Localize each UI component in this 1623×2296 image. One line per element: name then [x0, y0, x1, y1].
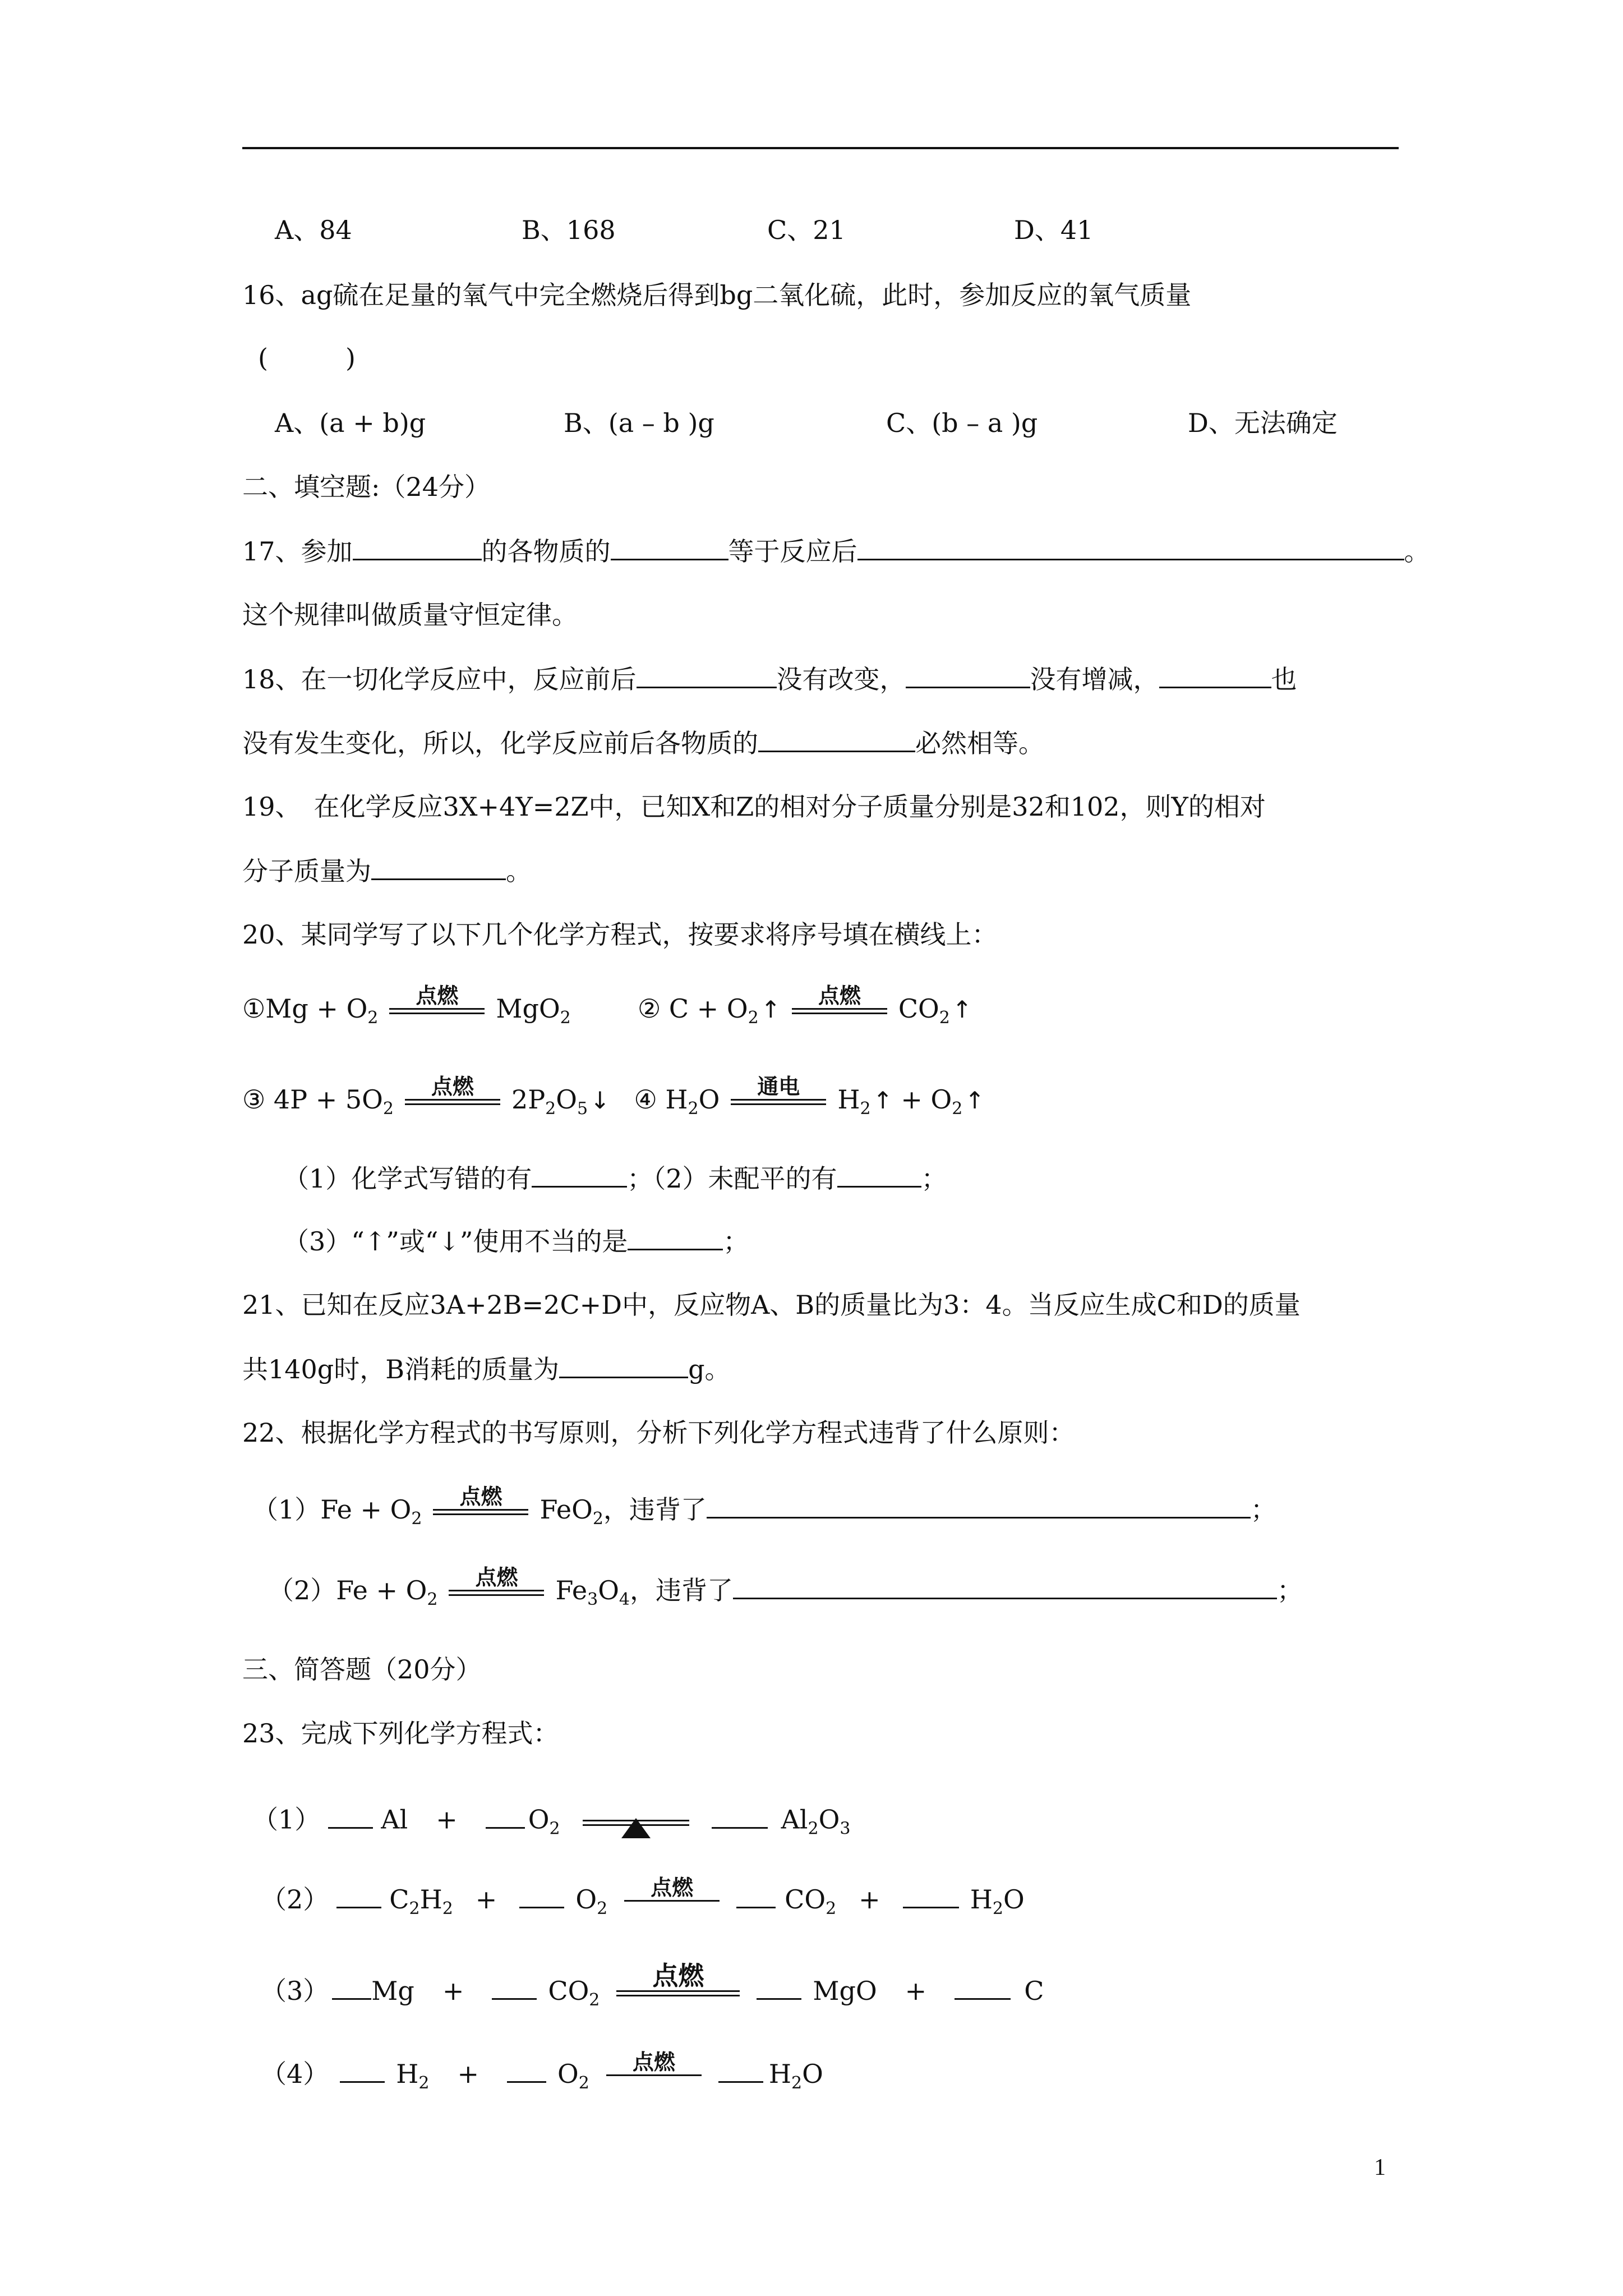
q23-row-4 [261, 2050, 823, 2093]
q23-r2-blank-3[interactable] [736, 1882, 776, 1908]
q23-r4-blank-1[interactable] [340, 2056, 385, 2083]
eq4-right: H [837, 1084, 860, 1115]
q19-line2 [242, 854, 532, 888]
q23-r1-al2: Al [781, 1804, 808, 1835]
q22-e1-cond-label: 点燃 [459, 1484, 502, 1509]
eq4-condition [731, 1074, 826, 1105]
q22-item-1 [252, 1484, 1276, 1529]
q17-blank-3[interactable] [857, 534, 1404, 560]
q16-option-a: A、(a + b)g [275, 408, 426, 438]
q23-r1-o2: O [818, 1804, 840, 1835]
q19-text-1: 分子质量为 [242, 856, 371, 886]
q22-e1-right: FeO [540, 1494, 593, 1525]
eq4-up-arrow-2: ↑ [965, 1087, 985, 1114]
q22-e2-right: Fe [555, 1575, 588, 1605]
q20-equations-row-1 [242, 983, 972, 1028]
q20-blank-1[interactable] [532, 1161, 627, 1188]
q22-stem: 22、根据化学方程式的书写原则，分析下列化学方程式违背了什么原则： [242, 1418, 1075, 1448]
q23-r1-al: Al [381, 1804, 408, 1835]
eq2-up-arrow: ↑ [760, 996, 781, 1023]
q23-r2-co-sub: 2 [826, 1899, 837, 1918]
q20-blank-3[interactable] [628, 1224, 723, 1250]
q23-r2-condition [624, 1875, 720, 1903]
eq3-down-arrow: ↓ [590, 1087, 610, 1114]
q16-paren: ( ) [258, 343, 356, 373]
q23-r2-o-sub: 2 [597, 1899, 608, 1918]
q23-r2-co: CO [785, 1884, 826, 1915]
eq2-right: CO [898, 993, 939, 1024]
q19-blank[interactable] [371, 854, 506, 880]
q23-r1-blank-3[interactable] [712, 1802, 768, 1829]
q23-r1-o2-sub: 3 [840, 1819, 851, 1839]
eq4-right-sub-2: 2 [952, 1099, 963, 1119]
q23-r2-o2: O [1003, 1884, 1025, 1915]
q20-blank-2[interactable] [837, 1161, 921, 1188]
q23-r1-al-sub: 2 [808, 1819, 819, 1839]
q23-r1-blank-1[interactable] [328, 1802, 373, 1829]
eq1-sub: 2 [367, 1008, 379, 1028]
q20-sub-1 [283, 1161, 947, 1195]
q22-e1-sub: 2 [411, 1509, 422, 1529]
q16-option-c: C、(b – a )g [886, 408, 1038, 438]
q22-e1-semi: ； [1250, 1494, 1276, 1525]
q18-blank-4[interactable] [758, 726, 915, 752]
q23-r3-co-sub: 2 [589, 1990, 600, 2010]
eq3-double-bar [405, 1099, 500, 1105]
q22-e2-cond-label: 点燃 [475, 1565, 518, 1590]
q23-r4-o-sub: 2 [578, 2073, 589, 2093]
heat-triangle-icon [621, 1788, 651, 1838]
q18-blank-2[interactable] [906, 662, 1030, 688]
q23-row-3 [261, 1960, 1044, 2011]
q23-r2-o: O [575, 1884, 597, 1915]
q23-r4-h2-sub: 2 [791, 2073, 803, 2093]
q23-r3-co: CO [548, 1976, 589, 2006]
eq2-sub: 2 [748, 1008, 759, 1028]
q18-text-3: 没有增减， [1030, 664, 1159, 694]
q21-text-2: g。 [688, 1354, 731, 1384]
q22-e2-semi: ； [1277, 1575, 1303, 1605]
eq4-up-arrow-1: ↑ [873, 1087, 893, 1114]
q18-text-4: 也 [1271, 664, 1297, 694]
q23-r2-h2: H [970, 1884, 993, 1915]
q21-text-1: 共140g时，B消耗的质量为 [242, 1354, 560, 1384]
q23-r2-num: （2） [261, 1884, 329, 1915]
q16-option-b: B、(a – b )g [564, 408, 714, 438]
q17-blank-1[interactable] [353, 534, 482, 560]
q22-e2-right-sub2: 4 [619, 1590, 630, 1609]
q23-r2-h2-sub: 2 [992, 1899, 1003, 1918]
q23-r4-condition [606, 2050, 702, 2078]
q21-blank[interactable] [559, 1352, 688, 1378]
q23-r4-cond-label: 点燃 [632, 2050, 675, 2074]
eq3-cond-label: 点燃 [431, 1074, 474, 1099]
q15-option-b: B、168 [522, 215, 616, 245]
q23-r1-num: （1） [252, 1804, 321, 1835]
section-2-heading: 二、填空题:（24分） [242, 472, 491, 502]
q22-e1-violate: ，违背了 [603, 1494, 707, 1525]
q18-text-6: 必然相等。 [915, 728, 1044, 758]
eq3-left: ③ 4P + 5O [242, 1084, 383, 1115]
q23-r1-blank-2[interactable] [486, 1802, 525, 1829]
q20-sub1-text-1: （1）化学式写错的有 [283, 1163, 532, 1194]
eq3-condition [405, 1074, 500, 1105]
eq4-double-bar [731, 1099, 826, 1105]
q23-r2-blank-4[interactable] [903, 1882, 959, 1908]
q23-r2-blank-2[interactable] [519, 1882, 564, 1908]
q18-text-5: 没有发生变化，所以，化学反应前后各物质的 [242, 728, 758, 758]
q16-option-d: D、无法确定 [1188, 408, 1338, 438]
q19-text-2: 。 [506, 856, 532, 886]
q23-r1-plus: + [436, 1804, 458, 1835]
q22-e1-double-bar [433, 1509, 528, 1515]
q21-line2 [242, 1352, 731, 1386]
eq2-cond-label: 点燃 [818, 983, 861, 1008]
q17-blank-2[interactable] [611, 534, 728, 560]
q23-r2-c-sub: 2 [409, 1899, 420, 1918]
eq4-left-o: O [698, 1084, 720, 1115]
eq2-right-up-arrow: ↑ [952, 996, 972, 1023]
eq4-cond-label: 通电 [757, 1074, 800, 1099]
q23-r3-c: C [1024, 1976, 1044, 2006]
q23-r3-blank-2[interactable] [492, 1973, 537, 2000]
q23-r3-cond-label: 点燃 [652, 1960, 704, 1991]
q23-r4-num: （4） [261, 2059, 329, 2089]
q23-r3-condition [616, 1961, 740, 1996]
q18-line1 [242, 662, 1297, 696]
eq4-sub: 2 [688, 1099, 699, 1119]
eq2-double-bar [792, 1008, 887, 1014]
q23-r2-plus-2: + [859, 1884, 880, 1915]
q23-r2-c: C [389, 1884, 409, 1915]
q22-e2-right-sub1: 3 [587, 1590, 598, 1609]
q23-r4-h: H [396, 2059, 419, 2089]
q20-sub3-text-1: （3）“↑”或“↓”使用不当的是 [283, 1226, 628, 1257]
q23-r2-blank-1[interactable] [336, 1882, 381, 1908]
q23-r4-blank-2[interactable] [507, 2056, 546, 2083]
q22-e2-violate: ，违背了 [630, 1575, 734, 1605]
q22-e2-condition [449, 1565, 544, 1596]
q22-e2-double-bar [449, 1590, 544, 1596]
q17-text-1: 17、参加 [242, 536, 353, 567]
q20-sub1-text-2: ；（2）未配平的有 [627, 1163, 837, 1194]
q17-line2: 这个规律叫做质量守恒定律。 [242, 600, 578, 630]
q23-r2-h: H [419, 1884, 442, 1915]
q23-r4-blank-3[interactable] [718, 2056, 763, 2083]
section-3-heading: 三、简答题（20分） [242, 1654, 482, 1685]
eq2-left: ② C + O [638, 993, 748, 1024]
q22-blank-2[interactable] [733, 1573, 1277, 1599]
q23-r4-o: O [557, 2059, 579, 2089]
q23-r1-o: O [528, 1804, 550, 1835]
q18-blank-3[interactable] [1159, 662, 1271, 688]
eq4-left: ④ H [634, 1084, 688, 1115]
q23-r2-plus: + [475, 1884, 497, 1915]
q15-option-c: C、21 [767, 215, 846, 245]
q23-r3-mgo: MgO [813, 1976, 877, 2006]
q18-text-1: 18、在一切化学反应中，反应前后 [242, 664, 637, 694]
q23-r3-plus: + [442, 1976, 464, 2006]
eq3-sub: 2 [382, 1099, 394, 1119]
q23-stem: 23、完成下列化学方程式： [242, 1718, 559, 1749]
q23-r4-h-sub: 2 [418, 2073, 430, 2093]
q20-sub-3 [283, 1224, 749, 1258]
eq1-right-sub: 2 [560, 1008, 571, 1028]
eq2-right-sub: 2 [939, 1008, 950, 1028]
q23-r3-num: （3） [261, 1976, 329, 2006]
q17-line1 [242, 534, 1430, 568]
q15-option-a: A、84 [275, 215, 352, 245]
q20-equations-row-2 [242, 1074, 985, 1119]
q23-r1-o-sub: 2 [549, 1819, 560, 1839]
q23-r3-blank-1[interactable] [332, 1973, 371, 2000]
header-rule [242, 147, 1399, 149]
eq1-double-bar [389, 1008, 485, 1014]
q17-text-3: 等于反应后 [728, 536, 857, 567]
q21-line1: 21、已知在反应3A+2B=2C+D中，反应物A、B的质量比为3：4。当反应生成C和D的质量 [242, 1290, 1301, 1320]
q23-row-1 [252, 1802, 850, 1842]
q18-line2 [242, 726, 1044, 760]
q23-r4-h2: H [768, 2059, 791, 2089]
eq4-right-sub: 2 [860, 1099, 871, 1119]
q23-row-2 [261, 1875, 1025, 1918]
q20-stem: 20、某同学写了以下几个化学方程式，按要求将序号填在横线上： [242, 919, 998, 950]
q18-blank-1[interactable] [637, 662, 777, 688]
q23-r3-blank-3[interactable] [757, 1973, 801, 2000]
q22-e2-sub: 2 [427, 1590, 438, 1609]
eq1-cond-label: 点燃 [416, 983, 459, 1008]
q23-r2-cond-label: 点燃 [651, 1875, 694, 1900]
q16-stem: 16、ag硫在足量的氧气中完全燃烧后得到bg二氧化硫，此时，参加反应的氧气质量 [242, 280, 1192, 310]
q22-e1-condition [433, 1484, 528, 1515]
eq3-right: 2P [511, 1084, 546, 1115]
q23-r4-o2: O [802, 2059, 823, 2089]
q23-r3-double-bar [616, 1990, 740, 1996]
q23-r3-blank-4[interactable] [955, 1973, 1011, 2000]
q22-item-2 [268, 1565, 1303, 1609]
eq1-condition [389, 983, 485, 1014]
q20-sub1-text-3: ； [921, 1163, 947, 1194]
q23-r4-single-bar [606, 2074, 702, 2078]
q17-text-4: 。 [1404, 536, 1430, 567]
page-number: 1 [1374, 2155, 1386, 2180]
q22-e1-right-sub: 2 [592, 1509, 603, 1529]
q22-e2-right-o: O [598, 1575, 619, 1605]
q23-r2-single-bar [624, 1900, 720, 1903]
q23-r1-condition [583, 1786, 689, 1826]
eq4-right-2: + O [901, 1084, 952, 1115]
q22-e2-left: （2）Fe + O [268, 1575, 427, 1605]
q18-text-2: 没有改变， [776, 664, 906, 694]
q20-sub3-text-2: ； [723, 1226, 749, 1257]
eq2-condition [792, 983, 887, 1014]
eq3-right-sub1: 2 [545, 1099, 556, 1119]
eq3-right-sub2: 5 [577, 1099, 588, 1119]
q17-text-2: 的各物质的 [481, 536, 611, 567]
q22-blank-1[interactable] [707, 1492, 1251, 1519]
q23-r4-plus: + [457, 2059, 479, 2089]
q19-line1: 19、 在化学反应3X+4Y=2Z中，已知X和Z的相对分子质量分别是32和102，则Y的相对 [242, 792, 1266, 822]
eq1-left: ①Mg + O [242, 993, 368, 1024]
eq1-right: MgO [496, 993, 560, 1024]
q23-r2-h-sub: 2 [442, 1899, 453, 1918]
q15-option-d: D、41 [1014, 215, 1094, 245]
eq3-right-o: O [556, 1084, 577, 1115]
q23-r3-plus-2: + [905, 1976, 927, 2006]
q23-r3-mg: Mg [371, 1976, 414, 2006]
q22-e1-left: （1）Fe + O [252, 1494, 412, 1525]
